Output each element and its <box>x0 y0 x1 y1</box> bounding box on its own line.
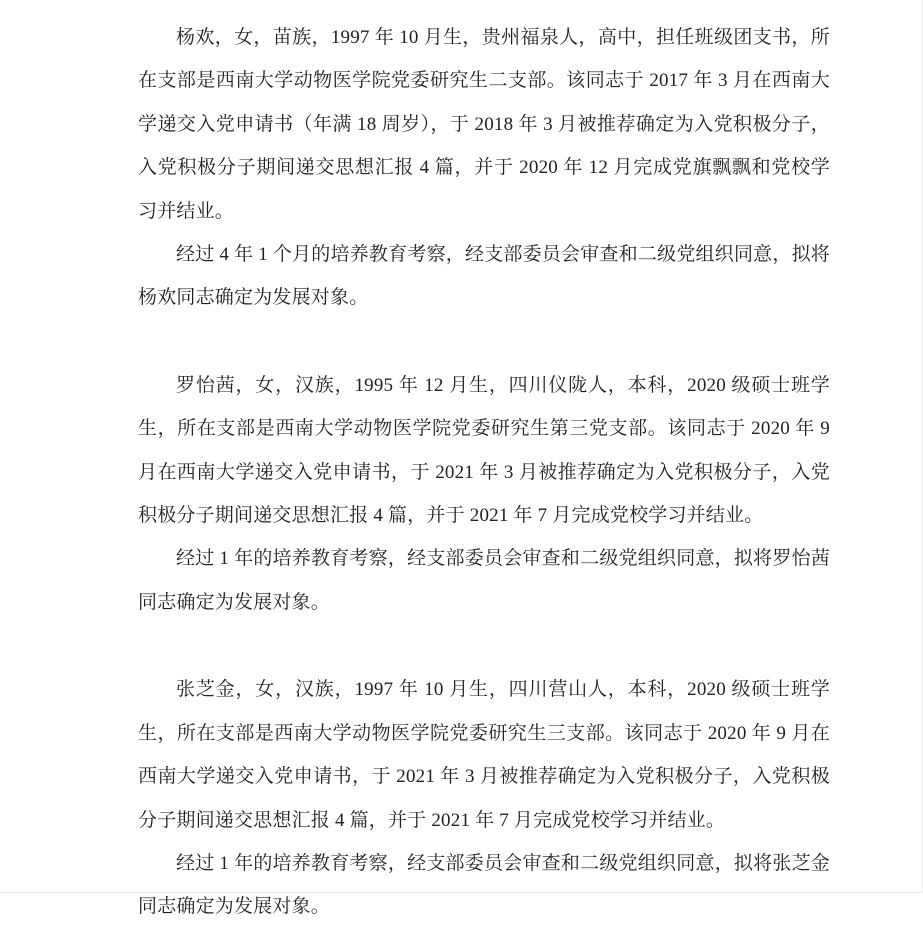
paragraph-candidate3-conclusion: 经过 1 年的培养教育考察，经支部委员会审查和二级党组织同意，拟将张芝金同志确定为发展对象。 <box>138 852 830 918</box>
paragraph-candidate2-profile: 罗怡茜，女，汉族，1995 年 12 月生，四川仪陇人，本科，2020 级硕士班学生，所在支部是西南大学动物医学院党委研究生第三党支部。该同志于 2020 年 9 月在西南大学递交入党申请书，于 2021 年 3 月被推荐确定为入党积极分子，入党积极分子期间递交思想汇报 4 篇，并于 2021 年 7 月完成党校学习并结业。 <box>138 374 830 527</box>
paragraph-candidate3-profile: 张芝金，女，汉族，1997 年 10 月生，四川营山人，本科，2020 级硕士班学生，所在支部是西南大学动物医学院党委研究生三支部。该同志于 2020 年 9 月在西南大学递交入党申请书，于 2021 年 3 月被推荐确定为入党积极分子，入党积极分子期间递交思想汇报 4 篇，并于 2021 年 7 月完成党校学习并结业。 <box>138 679 830 831</box>
blank-line-separator <box>138 320 830 364</box>
blank-line-separator <box>138 624 830 668</box>
paragraph-candidate1-profile: 杨欢，女，苗族，1997 年 10 月生，贵州福泉人，高中，担任班级团支书，所在支部是西南大学动物医学院党委研究生二支部。该同志于 2017 年 3 月在西南大学递交入党申请书（年满 18 周岁），于 2018 年 3 月被推荐确定为入党积极分子，入党积极分子期间递交思想汇报 4 篇，并于 2020 年 12 月完成党旗飘飘和党校学习并结业。 <box>138 27 830 222</box>
paragraph-candidate2-conclusion: 经过 1 年的培养教育考察，经支部委员会审查和二级党组织同意，拟将罗怡茜同志确定为发展对象。 <box>138 548 830 613</box>
paragraph-candidate1-conclusion: 经过 4 年 1 个月的培养教育考察，经支部委员会审查和二级党组织同意，拟将杨欢同志确定为发展对象。 <box>138 244 830 309</box>
